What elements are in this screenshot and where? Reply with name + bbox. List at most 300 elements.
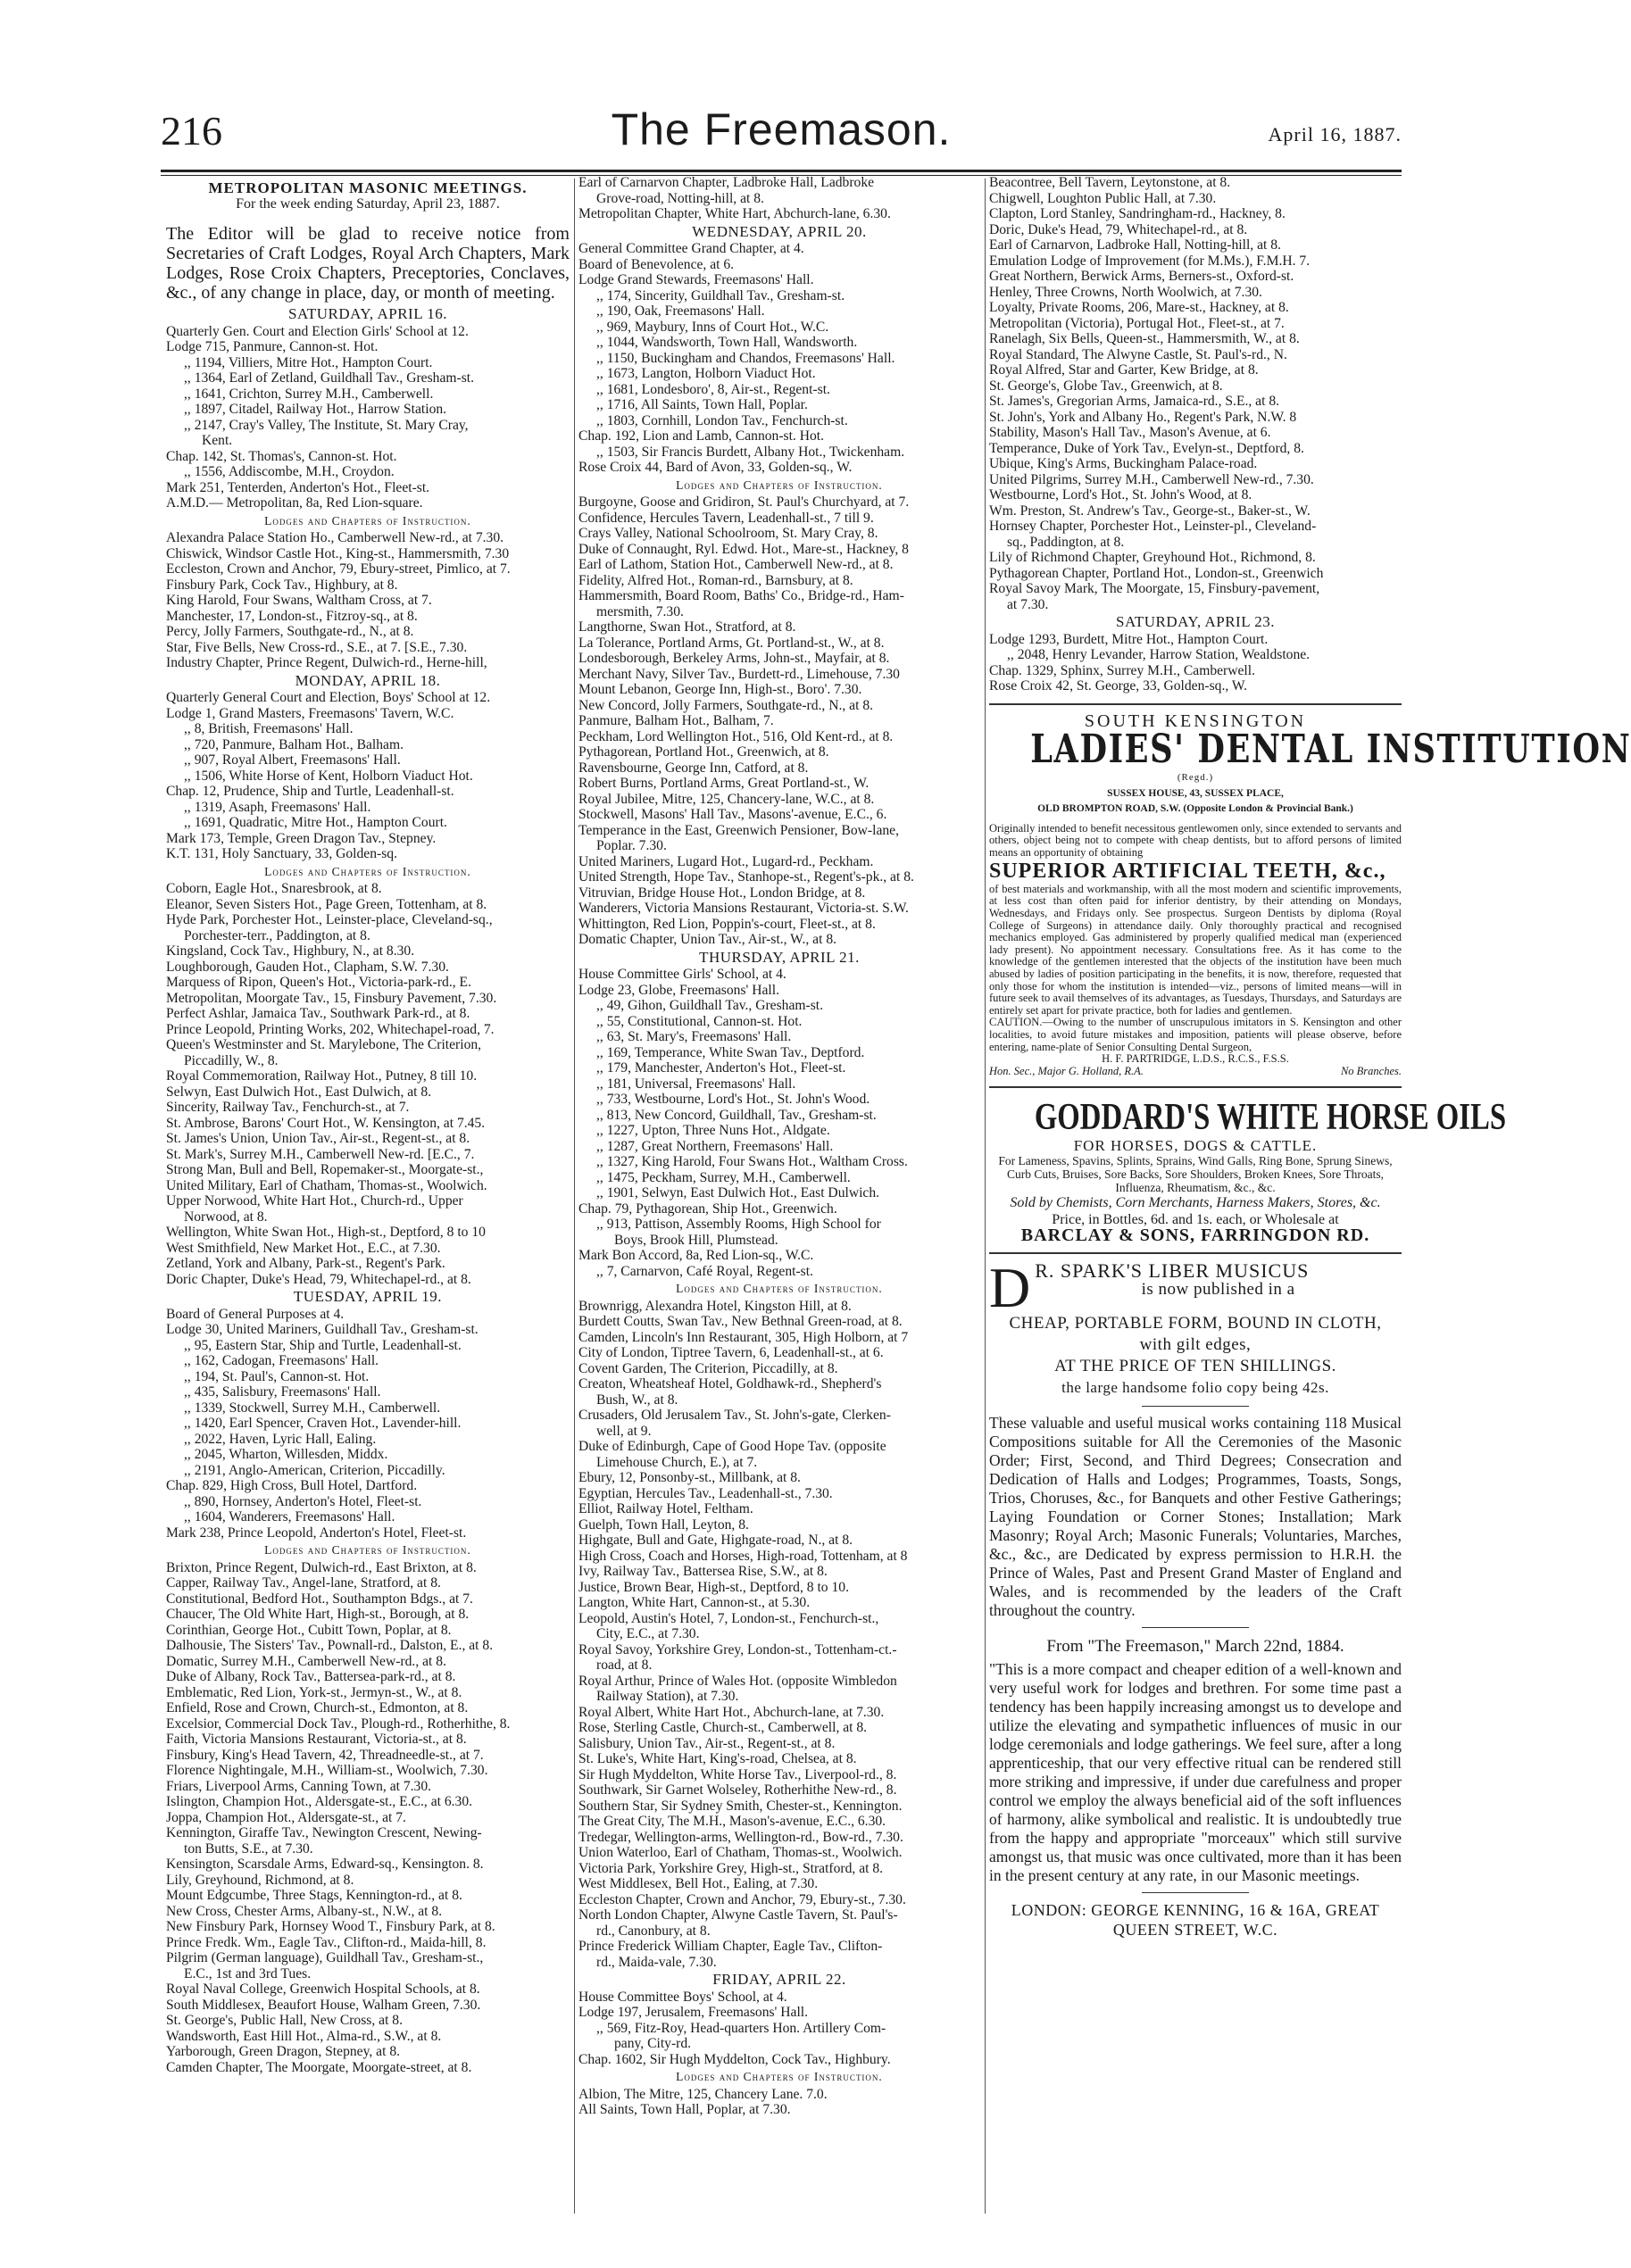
meeting-entry: Kingsland, Cock Tav., Highbury, N., at 8.30.: [166, 943, 415, 959]
meeting-entry: Loyalty, Private Rooms, 206, Mare-st., Hackney, at 8.: [989, 300, 1289, 315]
meeting-entry: Norwood, at 8.: [184, 1209, 268, 1225]
meeting-entry: Camden, Lincoln's Inn Restaurant, 305, High Holborn, at 7: [578, 1329, 909, 1345]
meeting-entry: New Cross, Chester Arms, Albany-st., N.W., at 8.: [166, 1903, 443, 1919]
day-heading: MONDAY, APRIL 18.: [295, 671, 441, 689]
meeting-entry: ,, 181, Universal, Freemasons' Hall.: [596, 1076, 796, 1092]
meeting-entry: Kent.: [202, 433, 233, 448]
meeting-entry: Rose Croix 42, St. George, 33, Golden-sq., W.: [989, 678, 1248, 694]
meeting-entry: Salisbury, Union Tav., Air-st., Regent-st., at 8.: [578, 1735, 836, 1751]
meeting-entry: Railway Station), at 7.30.: [596, 1689, 739, 1704]
meeting-entry: Prince Frederick William Chapter, Eagle Tav., Clifton-: [578, 1939, 883, 1954]
meeting-entry: Piccadilly, W., 8.: [184, 1052, 279, 1068]
meeting-entry: Langthorne, Swan Hot., Stratford, at 8.: [578, 619, 796, 635]
meeting-entry: St. Mark's, Surrey M.H., Camberwell New-rd. [E.C., 7.: [166, 1146, 475, 1162]
meeting-entry: Henley, Three Crowns, North Woolwich, at 7.30.: [989, 284, 1262, 300]
meeting-entry: Florence Nightingale, M.H., William-st., Woolwich, 7.30.: [166, 1763, 488, 1778]
meeting-entry: Egyptian, Hercules Tav., Leadenhall-st., 7.30.: [578, 1485, 833, 1501]
meeting-entry: ,, 1681, Londesboro', 8, Air-st., Regent-st.: [596, 381, 830, 397]
meeting-entry: Eccleston Chapter, Crown and Anchor, 79, Ebury-st., 7.30.: [578, 1891, 906, 1907]
meeting-entry: Grove-road, Notting-hill, at 8.: [596, 190, 764, 206]
meeting-entry: Corinthian, George Hot., Cubitt Town, Poplar, at 8.: [166, 1622, 452, 1638]
meeting-entry: Panmure, Balham Hot., Balham, 7.: [578, 713, 774, 728]
meeting-entry: Merchant Navy, Silver Tav., Burdett-rd., Limehouse, 7.30: [578, 666, 900, 682]
meeting-entry: United Mariners, Lugard Hot., Lugard-rd., Peckham.: [578, 853, 874, 869]
meeting-list: [166, 306, 570, 2075]
meeting-entry: Elliot, Railway Hotel, Feltham.: [578, 1501, 753, 1516]
meeting-entry: City of London, Tiptree Tavern, 6, Leadenhall-st., at 6.: [578, 1345, 884, 1360]
meeting-entry: The Great City, The M.H., Mason's-avenue, E.C., 6.30.: [578, 1814, 886, 1829]
meeting-entry: Boys, Brook Hill, Plumstead.: [614, 1232, 778, 1248]
meeting-entry: Wanderers, Victoria Mansions Restaurant, Victoria-st. S.W.: [578, 901, 909, 916]
meeting-entry: K.T. 131, Holy Sanctuary, 33, Golden-sq.: [166, 846, 397, 861]
meeting-entry: Pilgrim (German language), Guildhall Tav., Gresham-st.,: [166, 1950, 484, 1965]
meeting-entry: Islington, Champion Hot., Aldersgate-st., E.C., at 6.30.: [166, 1794, 473, 1809]
publisher-address: QUEEN STREET, W.C.: [1112, 1920, 1278, 1939]
day-heading: FRIDAY, APRIL 22.: [712, 1971, 846, 1988]
meeting-entry: Crays Valley, National Schoolroom, St. Mary Cray, 8.: [578, 526, 878, 541]
meeting-entry: Zetland, York and Albany, Park-st., Regent's Park.: [166, 1256, 445, 1271]
meeting-entry: All Saints, Town Hall, Poplar, at 7.30.: [578, 2102, 791, 2117]
meeting-entry: Earl of Lathom, Station Hot., Camberwell New-rd., at 8.: [578, 557, 894, 572]
section-title: METROPOLITAN MASONIC MEETINGS.: [208, 179, 528, 196]
meeting-entry: ,, 179, Manchester, Anderton's Hot., Fleet-st.: [596, 1060, 846, 1076]
meeting-entry: Burgoyne, Goose and Gridiron, St. Paul's Churchyard, at 7.: [578, 494, 910, 510]
meeting-entry: ,, 1691, Quadratic, Mitre Hot., Hampton Court.: [184, 815, 447, 830]
meeting-entry: Domatic, Surrey M.H., Camberwell New-rd., at 8.: [166, 1653, 446, 1669]
instruction-heading: Lodges and Chapters of Instruction.: [264, 1543, 471, 1557]
meeting-entry: Covent Garden, The Criterion, Piccadilly, at 8.: [578, 1360, 838, 1376]
meeting-entry: Lily, Greyhound, Richmond, at 8.: [166, 1872, 354, 1888]
meeting-entry: Perfect Ashlar, Jamaica Tav., Southwark Park-rd., at 8.: [166, 1006, 470, 1021]
meeting-entry: ,, 1716, All Saints, Town Hall, Poplar.: [596, 397, 808, 412]
meeting-entry: Albion, The Mitre, 125, Chancery Lane. 7.0.: [578, 2086, 828, 2102]
meeting-entry: Ravensbourne, George Inn, Catford, at 8.: [578, 760, 809, 776]
divider: [989, 1252, 1402, 1254]
meeting-entry: Pythagorean Chapter, Portland Hot., London-st., Greenwich: [989, 565, 1324, 581]
ad-title: GODDARD'S WHITE HORSE OILS: [1034, 1097, 1507, 1139]
meeting-entry: Earl of Carnarvon Chapter, Ladbroke Hall, Ladbroke: [578, 175, 875, 190]
meeting-entry: ,, 1503, Sir Francis Burdett, Albany Hot., Twickenham.: [596, 444, 905, 460]
meeting-entry: Eccleston, Crown and Anchor, 79, Ebury-street, Pimlico, at 7.: [166, 561, 511, 577]
divider: [1142, 1406, 1249, 1407]
meeting-entry: Rose, Sterling Castle, Church-st., Camberwell, at 8.: [578, 1720, 868, 1735]
meeting-entry: Rose Croix 44, Bard of Avon, 33, Golden-sq., W.: [578, 460, 853, 475]
meeting-entry: ,, 1194, Villiers, Mitre Hot., Hampton Court.: [184, 354, 433, 370]
meeting-entry: ,, 2022, Haven, Lyric Hall, Ealing.: [184, 1431, 377, 1447]
meeting-entry: Chap. 79, Pythagorean, Ship Hot., Greenwich.: [578, 1200, 837, 1217]
meeting-entry: ,, 720, Panmure, Balham Hot., Balham.: [184, 736, 404, 752]
meeting-entry: Chigwell, Loughton Public Hall, at 7.30.: [989, 190, 1217, 206]
instruction-heading: Lodges and Chapters of Instruction.: [676, 2070, 883, 2083]
day-heading: WEDNESDAY, APRIL 20.: [692, 222, 867, 240]
meeting-entry: Great Northern, Berwick Arms, Berners-st., Oxford-st.: [989, 269, 1294, 284]
meeting-entry: ,, 1044, Wandsworth, Town Hall, Wandsworth.: [596, 335, 858, 350]
ad-price: Price, in Bottles, 6d. and 1s. each, or Wholesale at: [1052, 1211, 1339, 1227]
ad-source: From "The Freemason," March 22nd, 1884.: [1046, 1637, 1344, 1657]
meeting-entry: rd., Canonbury, at 8.: [596, 1923, 711, 1939]
meeting-entry: ,, 174, Sincerity, Guildhall Tav., Gresham-st.: [596, 287, 845, 303]
meeting-entry: Leopold, Austin's Hotel, 7, London-st., Fenchurch-st.,: [578, 1610, 879, 1626]
meeting-entry: Royal Alfred, Star and Garter, Kew Bridge, at 8.: [989, 362, 1259, 378]
ad-line: AT THE PRICE OF TEN SHILLINGS.: [1054, 1357, 1336, 1376]
meeting-entry: Brownrigg, Alexandra Hotel, Kingston Hill, at 8.: [578, 1298, 852, 1314]
meeting-entry: ,, 1319, Asaph, Freemasons' Hall.: [184, 799, 371, 815]
meeting-entry: Lodge 1, Grand Masters, Freemasons' Tavern, W.C.: [166, 705, 454, 721]
meeting-entry: Limehouse Church, E.), at 7.: [596, 1454, 758, 1470]
meeting-entry: Industry Chapter, Prince Regent, Dulwich-rd., Herne-hill,: [166, 655, 487, 670]
meeting-entry: ton Butts, S.E., at 7.30.: [184, 1840, 313, 1857]
meeting-entry: Prince Leopold, Printing Works, 202, Whitechapel-road, 7.: [166, 1021, 495, 1037]
meeting-entry: Londesborough, Berkeley Arms, John-st., Mayfair, at 8.: [578, 651, 890, 666]
meeting-entry: Victoria Park, Yorkshire Grey, High-st., Stratford, at 8.: [578, 1860, 884, 1876]
meeting-entry: Royal Savoy, Yorkshire Grey, London-st., Tottenham-ct.-: [578, 1641, 897, 1657]
meeting-entry: ,, 813, New Concord, Guildhall, Tav., Gresham-st.: [596, 1107, 877, 1123]
meeting-entry: Metropolitan Chapter, White Hart, Abchurch-lane, 6.30.: [578, 206, 891, 221]
meeting-list: [578, 175, 980, 2118]
meeting-entry: North London Chapter, Alwyne Castle Tavern, St. Paul's-: [578, 1907, 898, 1923]
divider: [1142, 1627, 1249, 1628]
meeting-entry: Mark 173, Temple, Green Dragon Tav., Stepney.: [166, 830, 437, 846]
meeting-entry: Pythagorean, Portland Hot., Greenwich, at 8.: [578, 744, 829, 760]
ad-title: LADIES' DENTAL INSTITUTION: [1030, 727, 1631, 772]
meeting-entry: New Concord, Jolly Farmers, Southgate-rd., N., at 8.: [578, 697, 874, 713]
meeting-entry: ,, 1287, Great Northern, Freemasons' Hall.: [596, 1138, 834, 1154]
meeting-entry: United Military, Earl of Chatham, Thomas-st., Woolwich.: [166, 1177, 487, 1193]
ad-line: the large handsome folio copy being 42s.: [1061, 1379, 1329, 1397]
meeting-entry: Percy, Jolly Farmers, Southgate-rd., N., at 8.: [166, 624, 414, 639]
meeting-entry: Kensington, Scarsdale Arms, Edward-sq., Kensington. 8.: [166, 1857, 484, 1872]
meeting-entry: Quarterly General Court and Election, Boys' School at 12.: [166, 690, 491, 705]
meeting-entry: St. Luke's, White Hart, King's-road, Chelsea, at 8.: [578, 1751, 857, 1766]
meeting-entry: ,, 2045, Wharton, Willesden, Middx.: [184, 1447, 388, 1462]
publisher-line: LONDON: GEORGE KENNING, 16 & 16A, GREAT: [1011, 1900, 1380, 1919]
meeting-entry: ,, 2147, Cray's Valley, The Institute, St. Mary Cray,: [184, 417, 469, 433]
meeting-entry: St. James's, Gregorian Arms, Jamaica-rd., S.E., at 8.: [989, 394, 1280, 409]
meeting-entry: ,, 733, Westbourne, Lord's Hot., St. John's Wood.: [596, 1092, 870, 1107]
column-divider: [574, 179, 575, 2214]
meeting-entry: Mount Edgcumbe, Three Stags, Kennington-rd., at 8.: [166, 1888, 462, 1903]
meeting-entry: Doric, Duke's Head, 79, Whitechapel-rd., at 8.: [989, 221, 1248, 237]
ad-signature: H. F. PARTRIDGE, L.D.S., R.C.S., F.S.S.: [1102, 1052, 1289, 1066]
ad-address: OLD BROMPTON ROAD, S.W. (Opposite London & Provincial Bank.): [1037, 803, 1353, 814]
meeting-entry: Westbourne, Lord's Hot., St. John's Wood, at 8.: [989, 487, 1252, 503]
meeting-entry: Southern Star, Sir Sydney Smith, Chester-st., Kennington.: [578, 1798, 903, 1814]
meeting-entry: House Committee Girls' School, at 4.: [578, 967, 786, 982]
meeting-entry: Stockwell, Masons' Hall Tav., Masons'-avenue, E.C., 6.: [578, 807, 887, 822]
meeting-entry: Strong Man, Bull and Bell, Ropemaker-st., Moorgate-st.,: [166, 1162, 484, 1177]
meeting-entry: ,, 969, Maybury, Inns of Court Hot., W.C.: [596, 319, 829, 335]
meeting-entry: Lodge 197, Jerusalem, Freemasons' Hall.: [578, 2005, 809, 2020]
meeting-entry: Ivy, Railway Tav., Battersea Rise, S.W., at 8.: [578, 1564, 828, 1579]
column-2: [578, 175, 980, 2219]
meeting-entry: Lily of Richmond Chapter, Greyhound Hot., Richmond, 8.: [989, 550, 1316, 565]
meeting-entry: Selwyn, East Dulwich Hot., East Dulwich, at 8.: [166, 1084, 432, 1100]
meeting-entry: Justice, Brown Bear, High-st., Deptford, 8 to 10.: [578, 1579, 849, 1595]
meeting-entry: Duke of Albany, Rock Tav., Battersea-park-rd., at 8.: [166, 1669, 456, 1684]
meeting-entry: ,, 1364, Earl of Zetland, Guildhall Tav., Gresham-st.: [184, 370, 475, 386]
meeting-entry: road, at 8.: [596, 1657, 653, 1673]
meeting-entry: Clapton, Lord Stanley, Sandringham-rd., Hackney, 8.: [989, 206, 1286, 221]
meeting-entry: Mount Lebanon, George Inn, High-st., Boro'. 7.30.: [578, 682, 862, 697]
meeting-entry: Board of Benevolence, at 6.: [578, 256, 735, 272]
meeting-entry: Ubique, King's Arms, Buckingham Palace-road.: [989, 456, 1258, 471]
meeting-entry: Coborn, Eagle Hot., Snaresbrook, at 8.: [166, 881, 382, 896]
meeting-entry: House Committee Boys' School, at 4.: [578, 1989, 787, 2005]
ad-paragraph: For Lameness, Spavins, Splints, Sprains, Wind Galls, Ring Bone, Sprung Sinews, Curb Cuts, Bruises, Sore Backs, Sore Shoulders, Broken Knees, Sore Throats, Influenza, Rheumatism, &c., &c.: [998, 1153, 1393, 1194]
dental-advertisement: [989, 710, 1631, 1078]
meeting-entry: Chap. 192, Lion and Lamb, Cannon-st. Hot.: [578, 428, 825, 444]
meeting-entry: Chap. 12, Prudence, Ship and Turtle, Leadenhall-st.: [166, 784, 454, 799]
meeting-entry: Chap. 1602, Sir Hugh Myddelton, Cock Tav., Highbury.: [578, 2051, 891, 2067]
meeting-entry: New Finsbury Park, Hornsey Wood T., Finsbury Park, at 8.: [166, 1919, 495, 1934]
meeting-entry: Constitutional, Bedford Hot., Southampton Bdgs., at 7.: [166, 1591, 473, 1607]
meeting-entry: ,, 1641, Crichton, Surrey M.H., Camberwell.: [184, 386, 434, 402]
meeting-entry: Burdett Coutts, Swan Tav., New Bethnal Green-road, at 8.: [578, 1314, 903, 1329]
ad-heading: SUPERIOR ARTIFICIAL TEETH, &c.,: [989, 860, 1386, 884]
meeting-entry: Chap. 1329, Sphinx, Surrey M.H., Camberwell.: [989, 662, 1255, 678]
meeting-entry: Bush, W., at 8.: [596, 1392, 678, 1408]
meeting-entry: St. James's Union, Union Tav., Air-st., Regent-st., at 8.: [166, 1131, 470, 1146]
meeting-entry: Lodge 1293, Burdett, Mitre Hot., Hampton Court.: [989, 631, 1269, 647]
meeting-entry: Stability, Mason's Hall Tav., Mason's Avenue, at 6.: [989, 425, 1271, 440]
spark-advertisement: [989, 1256, 1402, 1940]
meeting-entry: City, E.C., at 7.30.: [596, 1626, 700, 1641]
day-heading: THURSDAY, APRIL 21.: [699, 948, 860, 966]
meeting-entry: Royal Arthur, Prince of Wales Hot. (opposite Wimbledon: [578, 1673, 897, 1689]
meeting-entry: Vitruvian, Bridge House Hot., London Bridge, at 8.: [578, 885, 866, 901]
meeting-entry: ,, 435, Salisbury, Freemasons' Hall.: [184, 1384, 381, 1400]
meeting-entry: Domatic Chapter, Union Tav., Air-st., W., at 8.: [578, 932, 837, 947]
meeting-entry: Board of General Purposes at 4.: [166, 1306, 345, 1322]
meeting-entry: Chiswick, Windsor Castle Hot., King-st., Hammersmith, 7.30: [166, 545, 510, 561]
instruction-heading: Lodges and Chapters of Instruction.: [264, 513, 471, 528]
day-heading: SATURDAY, APRIL 23.: [1116, 613, 1275, 630]
meeting-entry: ,, 1556, Addiscombe, M.H., Croydon.: [184, 464, 395, 479]
instruction-heading: Lodges and Chapters of Instruction.: [264, 864, 471, 878]
masthead-rule: [161, 170, 1402, 172]
meeting-entry: High Cross, Coach and Horses, High-road, Tottenham, at 8: [578, 1548, 908, 1564]
meeting-entry: Marquess of Ripon, Queen's Hot., Victoria-park-rd., E.: [166, 975, 471, 990]
meeting-entry: Alexandra Palace Station Ho., Camberwell New-rd., at 7.30.: [166, 530, 504, 545]
meeting-entry: ,, 169, Temperance, White Swan Tav., Deptford.: [596, 1044, 865, 1060]
meeting-entry: ,, 1506, White Horse of Kent, Holborn Viaduct Hot.: [184, 768, 473, 784]
meeting-entry: Doric Chapter, Duke's Head, 79, Whitechapel-rd., at 8.: [166, 1271, 471, 1287]
meeting-entry: Camden Chapter, The Moorgate, Moorgate-street, at 8.: [166, 2059, 472, 2075]
meeting-entry: Wandsworth, East Hill Hot., Alma-rd., S.W., at 8.: [166, 2028, 442, 2044]
meeting-entry: sq., Paddington, at 8.: [1007, 534, 1125, 550]
meeting-entry: Mark 238, Prince Leopold, Anderton's Hotel, Fleet-st.: [166, 1524, 467, 1541]
meeting-entry: Royal Naval College, Greenwich Hospital Schools, at 8.: [166, 1981, 480, 1997]
meeting-entry: Temperance, Duke of York Tav., Evelyn-st., Deptford, 8.: [989, 440, 1304, 456]
meeting-entry: Creaton, Wheatsheaf Hotel, Goldhawk-rd., Shepherd's: [578, 1376, 882, 1392]
meeting-entry: pany, City-rd.: [614, 2036, 692, 2051]
ad-title: R. SPARK'S LIBER MUSICUS: [1035, 1259, 1310, 1283]
day-heading: TUESDAY, APRIL 19.: [293, 1288, 443, 1305]
meeting-entry: Friars, Liverpool Arms, Canning Town, at 7.30.: [166, 1778, 432, 1794]
meeting-entry: Tredegar, Wellington-arms, Wellington-rd., Bow-rd., 7.30.: [578, 1829, 903, 1845]
meeting-entry: Fidelity, Alfred Hot., Roman-rd., Barnsbury, at 8.: [578, 572, 853, 588]
drop-cap: D: [989, 1256, 1032, 1320]
meeting-entry: Metropolitan (Victoria), Portugal Hot., Fleet-st., at 7.: [989, 315, 1285, 331]
meeting-entry: Duke of Connaught, Ryl. Edwd. Hot., Mare-st., Hackney, 8: [578, 541, 909, 557]
meeting-entry: St. George's, Public Hall, New Cross, at 8.: [166, 2013, 403, 2028]
meeting-entry: Whittington, Red Lion, Poppin's-court, Fleet-st., at 8.: [578, 916, 876, 932]
column-3: [989, 175, 1631, 2219]
column-1: [166, 175, 570, 2219]
meeting-entry: Earl of Carnarvon, Ladbroke Hall, Notting-hill, at 8.: [989, 237, 1281, 253]
divider: [989, 1086, 1402, 1088]
meeting-entry: Metropolitan, Moorgate Tav., 15, Finsbury Pavement, 7.30.: [166, 990, 497, 1006]
ad-footer: [989, 1066, 1402, 1078]
meeting-entry: St. George's, Globe Tav., Greenwich, at 8.: [989, 378, 1223, 394]
meeting-entry: ,, 49, Gihon, Guildhall Tav., Gresham-st.: [596, 998, 824, 1013]
ad-branches: No Branches.: [1340, 1064, 1402, 1077]
ad-paragraph: Originally intended to benefit necessitous gentlewomen only, since extended to servants and others, object being not to compete with cheap dentists, but to afford persons of limited means an opportunity of obtaining: [989, 821, 1402, 859]
meeting-entry: ,, 162, Cadogan, Freemasons' Hall.: [184, 1353, 379, 1368]
meeting-entry: Temperance in the East, Greenwich Pensioner, Bow-lane,: [578, 822, 899, 838]
divider: [989, 703, 1402, 705]
meeting-entry: Sir Hugh Myddelton, White Horse Tav., Liverpool-rd., 8.: [578, 1766, 897, 1782]
meeting-entry: Hammersmith, Board Room, Baths' Co., Bridge-rd., Ham-: [578, 588, 904, 603]
meeting-entry: ,, 55, Constitutional, Cannon-st. Hot.: [596, 1013, 803, 1029]
meeting-entry: Chap. 829, High Cross, Bull Hotel, Dartford.: [166, 1478, 418, 1493]
meeting-entry: Porchester-terr., Paddington, at 8.: [184, 927, 370, 943]
ad-caution: CAUTION.—Owing to the number of unscrupulous imitators in S. Kensington and other localities, to avoid future mistakes and imposition, patients will please observe, before entering, name-plate of Senior Consulting Dental Surgeon,: [989, 1016, 1402, 1053]
ad-house: SUSSEX HOUSE, 43, SUSSEX PLACE,: [1107, 787, 1284, 799]
meeting-entry: ,, 7, Carnarvon, Café Royal, Regent-st.: [596, 1263, 813, 1279]
ad-wholesaler: BARCLAY & SONS, FARRINGDON RD.: [1020, 1225, 1370, 1245]
meeting-entry: ,, 1339, Stockwell, Surrey M.H., Camberwell.: [184, 1400, 441, 1416]
meeting-entry: Excelsior, Commercial Dock Tav., Plough-rd., Rotherhithe, 8.: [166, 1716, 511, 1732]
meeting-entry: Brixton, Prince Regent, Dulwich-rd., East Brixton, at 8.: [166, 1559, 477, 1575]
ad-kicker: SOUTH KENSINGTON: [1084, 710, 1307, 731]
meeting-entry: A.M.D.— Metropolitan, 8a, Red Lion-square.: [166, 495, 423, 511]
meeting-entry: Wellington, White Swan Hot., High-st., Deptford, 8 to 10: [166, 1225, 486, 1240]
meeting-entry: Mark Bon Accord, 8a, Red Lion-sq., W.C.: [578, 1248, 814, 1263]
meeting-entry: Royal Savoy Mark, The Moorgate, 15, Finsbury-pavement,: [989, 581, 1320, 596]
meeting-list: [989, 175, 1402, 694]
meeting-entry: Dalhousie, The Sisters' Tav., Pownall-rd., Dalston, E., at 8.: [166, 1638, 494, 1653]
meeting-entry: ,, 190, Oak, Freemasons' Hall.: [596, 303, 765, 319]
meeting-entry: Yarborough, Green Dragon, Stepney, at 8.: [166, 2044, 401, 2059]
ad-regd: (Regd.): [1177, 772, 1214, 783]
masthead: [161, 104, 1402, 166]
meeting-entry: Star, Five Bells, New Cross-rd., S.E., at 7. [S.E., 7.30.: [166, 639, 468, 655]
meeting-entry: Manchester, 17, London-st., Fitzroy-sq., at 8.: [166, 608, 418, 624]
ad-secretary: Hon. Sec., Major G. Holland, R.A.: [989, 1064, 1144, 1077]
meeting-entry: Royal Jubilee, Mitre, 125, Chancery-lane, W.C., at 8.: [578, 791, 875, 807]
meeting-entry: Sincerity, Railway Tav., Fenchurch-st., at 7.: [166, 1100, 410, 1115]
meeting-entry: Enfield, Rose and Crown, Church-st., Edmonton, at 8.: [166, 1700, 469, 1716]
meeting-entry: Robert Burns, Portland Arms, Great Portland-st., W.: [578, 776, 870, 791]
meeting-entry: ,, 1475, Peckham, Surrey, M.H., Camberwell.: [596, 1169, 851, 1185]
page-number: 216: [161, 108, 222, 154]
meeting-entry: Crusaders, Old Jerusalem Tav., St. John's-gate, Clerken-: [578, 1408, 891, 1423]
meeting-entry: United Strength, Hope Tav., Stanhope-st., Regent's-pk., at 8.: [578, 869, 914, 885]
meeting-entry: West Smithfield, New Market Hot., E.C., at 7.30.: [166, 1240, 441, 1256]
instruction-heading: Lodges and Chapters of Instruction.: [676, 478, 883, 492]
meeting-entry: ,, 1420, Earl Spencer, Craven Hot., Lavender-hill.: [184, 1416, 462, 1431]
meeting-entry: ,, 194, St. Paul's, Cannon-st. Hot.: [184, 1368, 370, 1384]
meeting-entry: Faith, Victoria Mansions Restaurant, Victoria-st., at 8.: [166, 1732, 467, 1747]
meeting-entry: ,, 1901, Selwyn, East Dulwich Hot., East Dulwich.: [596, 1185, 880, 1200]
meeting-entry: St. John's, York and Albany Ho., Regent's Park, N.W. 8: [989, 409, 1297, 425]
meeting-entry: Chap. 142, St. Thomas's, Cannon-st. Hot.: [166, 448, 397, 464]
meeting-entry: ,, 907, Royal Albert, Freemasons' Hall.: [184, 752, 401, 768]
day-heading: SATURDAY, APRIL 16.: [288, 305, 447, 322]
meeting-entry: Langton, White Hart, Cannon-st., at 5.30.: [578, 1595, 811, 1610]
meeting-entry: Royal Commemoration, Railway Hot., Putney, 8 till 10.: [166, 1068, 478, 1084]
divider: [1142, 1892, 1249, 1893]
meeting-entry: Quarterly Gen. Court and Election Girls' School at 12.: [166, 323, 469, 339]
meeting-entry: Finsbury, King's Head Tavern, 42, Threadneedle-st., at 7.: [166, 1747, 484, 1763]
meeting-entry: Ranelagh, Six Bells, Queen-st., Hammersmith, W., at 8.: [989, 331, 1300, 346]
instruction-heading: Lodges and Chapters of Instruction.: [676, 1282, 883, 1295]
meeting-entry: ,, 1227, Upton, Three Nuns Hot., Aldgate.: [596, 1123, 830, 1138]
meeting-entry: ,, 890, Hornsey, Anderton's Hotel, Fleet-st.: [184, 1493, 422, 1509]
meeting-entry: United Pilgrims, Surrey M.H., Camberwell New-rd., 7.30.: [989, 471, 1314, 487]
meeting-entry: ,, 569, Fitz-Roy, Head-quarters Hon. Artillery Com-: [596, 2020, 886, 2036]
meeting-entry: Guelph, Town Hall, Leyton, 8.: [578, 1516, 749, 1533]
meeting-entry: South Middlesex, Beaufort House, Walham Green, 7.30.: [166, 1997, 481, 2013]
column-divider: [985, 179, 986, 2214]
meeting-entry: Lodge Grand Stewards, Freemasons' Hall.: [578, 272, 814, 287]
meeting-entry: Emblematic, Red Lion, York-st., Jermyn-st., W., at 8.: [166, 1684, 462, 1700]
meeting-entry: Royal Albert, White Hart Hot., Abchurch-lane, at 7.30.: [578, 1704, 885, 1720]
meeting-entry: Lodge 30, United Mariners, Guildhall Tav., Gresham-st.: [166, 1322, 478, 1337]
meeting-entry: Duke of Edinburgh, Cape of Good Hope Tav. (opposite: [578, 1439, 886, 1454]
meeting-entry: St. Ambrose, Barons' Court Hot., W. Kensington, at 7.45.: [166, 1115, 486, 1131]
meeting-entry: Chaucer, The Old White Hart, High-st., Borough, at 8.: [166, 1607, 470, 1622]
ad-quote: "This is a more compact and cheaper edition of a well-known and very useful work for lodges and brethren. For some time past a tendency has been happily increasing amongst us to develope and utilize the elevating and sympathetic influences of music in our lodge ceremonials and lodge gatherings. We feel sure, after a long apprenticeship, that our very effective ritual can be rendered still more striking and impressive, if under due carefulness and proper control we employ the always beneficial aid of the soft influences of harmony, alike symbolical and realistic. It is undoubtedly true from the happy and appropriate "morceaux" which still survive amongst us, that music was once cultivated, more than it has been in the present century at any rate, in our Masonic meetings.: [989, 1659, 1402, 1884]
meeting-entry: mersmith, 7.30.: [596, 603, 684, 619]
meeting-entry: ,, 2048, Henry Levander, Harrow Station, Wealdstone.: [1007, 647, 1311, 662]
meeting-entry: Upper Norwood, White Hart Hot., Church-rd., Upper: [166, 1193, 463, 1209]
meeting-entry: West Middlesex, Bell Hot., Ealing, at 7.30.: [578, 1876, 819, 1891]
ad-subtitle: FOR HORSES, DOGS & CATTLE.: [1073, 1137, 1318, 1155]
goddard-advertisement: [989, 1097, 1507, 1245]
meeting-entry: Wm. Preston, St. Andrew's Tav., George-st., Baker-st., W.: [989, 503, 1311, 519]
meeting-entry: King Harold, Four Swans, Waltham Cross, at 7.: [166, 593, 432, 608]
meeting-entry: Hornsey Chapter, Porchester Hot., Leinster-pl., Cleveland-: [989, 519, 1317, 534]
meeting-entry: ,, 2191, Anglo-American, Criterion, Piccadilly.: [184, 1462, 445, 1478]
meeting-entry: Queen's Westminster and St. Marylebone, The Criterion,: [166, 1037, 482, 1052]
ad-sold-by: Sold by Chemists, Corn Merchants, Harness Makers, Stores, &c.: [1010, 1194, 1381, 1210]
meeting-entry: Kennington, Giraffe Tav., Newington Crescent, Newing-: [166, 1825, 482, 1840]
meeting-entry: Southwark, Sir Garnet Wolseley, Rotherhithe New-rd., 8.: [578, 1782, 897, 1798]
ad-description: These valuable and useful musical works containing 118 Musical Compositions suitable for All the Ceremonies of the Masonic Order; First, Second, and Third Degrees; Consecration and Dedication of Halls and Lodges; Programmes, Toasts, Songs, Trios, Choruses, &c., for Banquets and other Festive Gatherings; Laying Foundation or Corner Stones; Installation; Mark Masonry; Royal Arch; Masonic Funerals; Voluntaries, Marches, &c., &c., are Dedicated by express permission to H.R.H. the Prince of Wales, Past and Present Grand Master of England and Wales, and is recommended by the leaders of the Craft throughout the country.: [989, 1414, 1402, 1620]
meeting-entry: Royal Standard, The Alwyne Castle, St. Paul's-rd., N.: [989, 346, 1287, 362]
meeting-entry: ,, 1673, Langton, Holborn Viaduct Hot.: [596, 366, 816, 381]
meeting-entry: ,, 1150, Buckingham and Chandos, Freemasons' Hall.: [596, 350, 895, 366]
meeting-entry: Prince Fredk. Wm., Eagle Tav., Clifton-rd., Maida-hill, 8.: [166, 1934, 487, 1950]
meeting-entry: Eleanor, Seven Sisters Hot., Page Green, Tottenham, at 8.: [166, 896, 487, 912]
meeting-entry: ,, 63, St. Mary's, Freemasons' Hall.: [596, 1029, 792, 1044]
meeting-entry: ,, 1327, King Harold, Four Swans Hot., Waltham Cross.: [596, 1154, 908, 1169]
meeting-entry: ,, 1604, Wanderers, Freemasons' Hall.: [184, 1509, 395, 1524]
newspaper-title: The Freemason.: [611, 104, 952, 154]
meeting-entry: Peckham, Lord Wellington Hot., 516, Old Kent-rd., at 8.: [578, 728, 894, 744]
meeting-entry: Mark 251, Tenterden, Anderton's Hot., Fleet-st.: [166, 479, 430, 495]
meeting-entry: ,, 95, Eastern Star, Ship and Turtle, Leadenhall-st.: [184, 1337, 462, 1353]
meeting-entry: ,, 913, Pattison, Assembly Rooms, High School for: [596, 1217, 881, 1232]
meeting-entry: at 7.30.: [1007, 596, 1049, 612]
meeting-entry: Ebury, 12, Ponsonby-st., Millbank, at 8.: [578, 1470, 801, 1485]
meeting-entry: Poplar. 7.30.: [596, 838, 667, 853]
meeting-entry: Highgate, Bull and Gate, Highgate-road, N., at 8.: [578, 1533, 853, 1548]
meeting-entry: Loughborough, Gauden Hot., Clapham, S.W. 7.30.: [166, 959, 449, 975]
ad-line: is now published in a: [1141, 1279, 1295, 1299]
